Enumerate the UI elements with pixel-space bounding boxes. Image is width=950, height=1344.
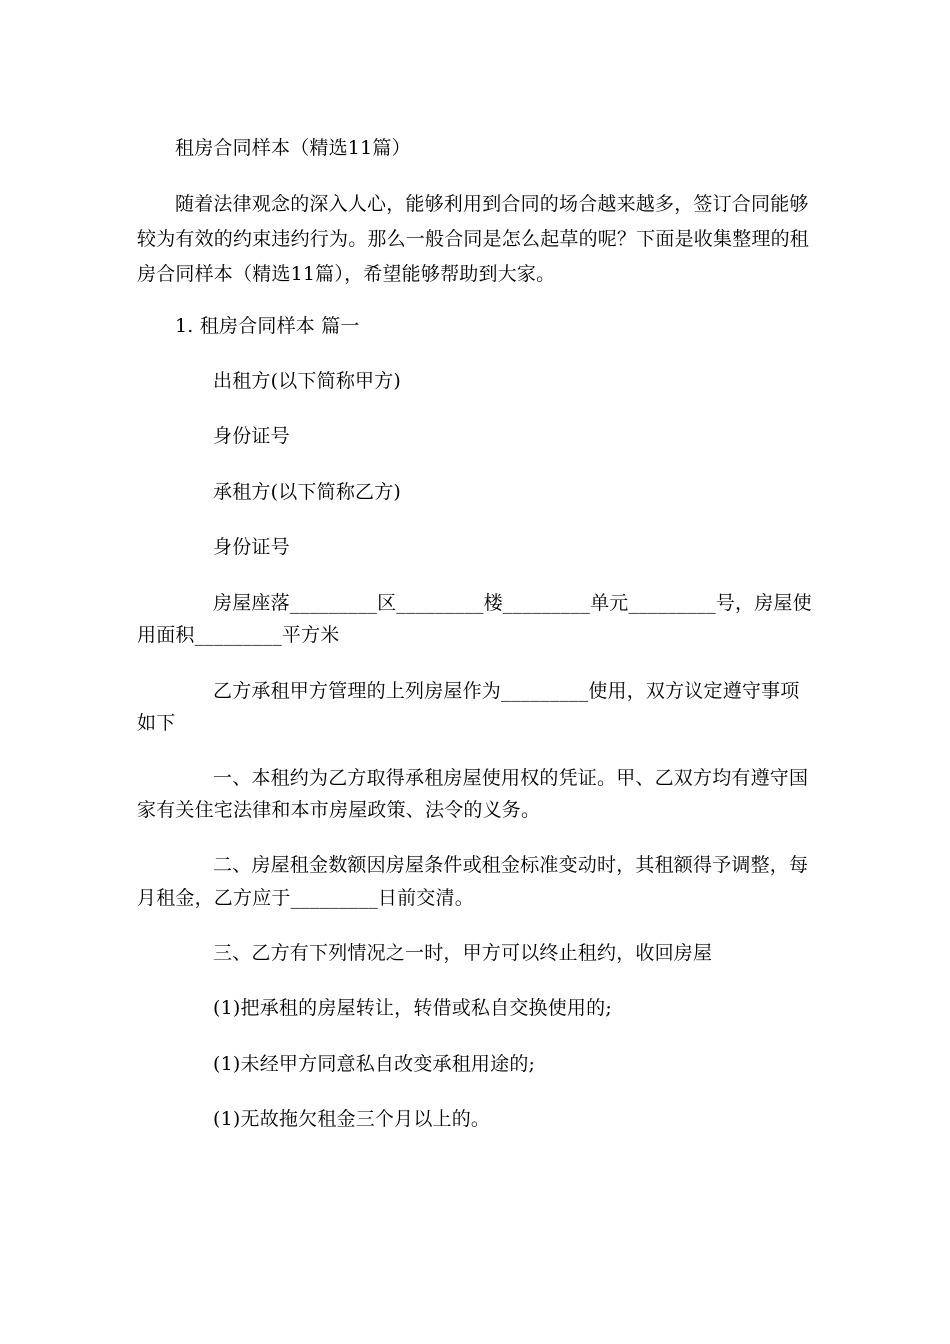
intro-line-3: 房合同样本（精选11篇），希望能够帮助到大家。 [137, 263, 556, 285]
list-item: (1)把承租的房屋转让，转借或私自交换使用的; [213, 997, 612, 1019]
usage-line-1: 乙方承租甲方管理的上列房屋作为_________使用，双方议定遵守事项 [213, 680, 800, 702]
lessor-label: 出租方(以下简称甲方) [213, 370, 402, 392]
lessee-id-label: 身份证号 [213, 536, 290, 558]
list-item: (1)未经甲方同意私自改变承租用途的; [213, 1053, 536, 1075]
lessee-label: 承租方(以下简称乙方) [213, 481, 402, 503]
location-line-2: 用面积_________平方米 [137, 624, 340, 646]
location-line-1: 房屋座落_________区_________楼_________单元_________号，房屋使 [213, 592, 812, 614]
lessor-id-label: 身份证号 [213, 425, 290, 447]
clause-3: 三、乙方有下列情况之一时，甲方可以终止租约，收回房屋 [213, 942, 713, 964]
clause-1-line-2: 家有关住宅法律和本市房屋政策、法令的义务。 [137, 799, 541, 821]
list-item: (1)无故拖欠租金三个月以上的。 [213, 1108, 491, 1130]
intro-line-1: 随着法律观念的深入人心，能够利用到合同的场合越来越多，签订合同能够 [175, 193, 809, 215]
document-title: 租房合同样本（精选11篇） [175, 137, 411, 159]
section-heading: 1. 租房合同样本 篇一 [175, 315, 360, 337]
usage-line-2: 如下 [137, 712, 176, 734]
clause-1-line-1: 一、本租约为乙方取得承租房屋使用权的凭证。甲、乙双方均有遵守国 [213, 767, 809, 789]
intro-line-2: 较为有效的约束违约行为。那么一般合同是怎么起草的呢？下面是收集整理的租 [137, 228, 810, 250]
clause-2-line-1: 二、房屋租金数额因房屋条件或租金标准变动时，其租额得予调整，每 [213, 854, 809, 876]
clause-2-line-2: 月租金，乙方应于_________日前交清。 [137, 887, 474, 909]
